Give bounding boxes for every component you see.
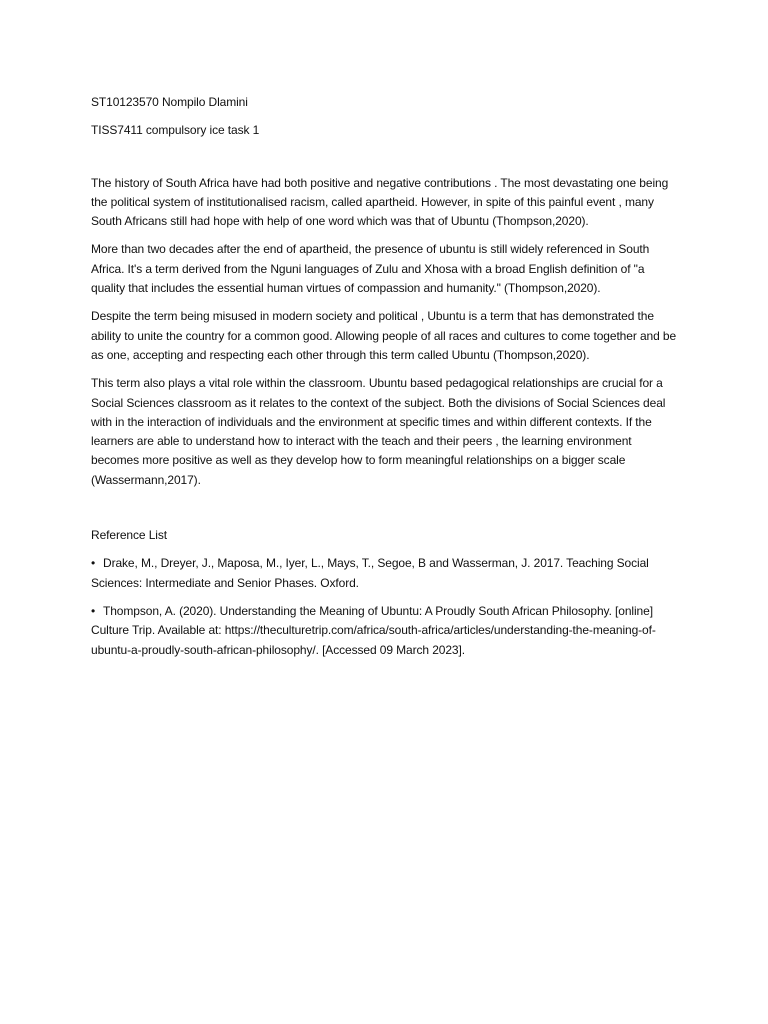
reference-list-heading: Reference List: [91, 528, 167, 543]
body-paragraph-2: More than two decades after the end of apartheid, the presence of ubuntu is still widely referenced in South Africa. It's a term derived from the Nguni languages of Zulu and Xhosa with a broad English definition of "a quality that includes the essential human virtues of compassion and humanity." (Thompson,2020).: [91, 242, 650, 296]
body-paragraph-3: Despite the term being misused in modern society and political , Ubuntu is a term that has demonstrated the ability to unite the country for a common good. Allowing people of all races and cultures to come together and be as one, accepting and respecting each other through this term called Ubuntu (Thompson,2020).: [91, 309, 677, 362]
bullet-icon: •: [91, 603, 96, 618]
reference-item-1: [91, 554, 681, 593]
reference-item-2: [91, 602, 681, 660]
student-name-line: ST10123570 Nompilo Dlamini: [91, 95, 248, 109]
body-paragraph-1: The history of South Africa have had both positive and negative contributions . The most devastating one being the political system of institutionalised racism, called apartheid. However, in spite of this painful event , many South Africans still had hope with help of one word which was that of Ubuntu (Thompson,2020).: [91, 175, 669, 229]
task-title-line: TISS7411 compulsory ice task 1: [91, 123, 260, 138]
reference-text-1: Drake, M., Dreyer, J., Maposa, M., Iyer, L., Mays, T., Segoe, B and Wasserman, J. 2017. Teaching Social Sciences: Intermediate and Senior Phases. Oxford.: [91, 556, 649, 590]
document-content: [91, 93, 681, 669]
body-paragraph-4: This term also plays a vital role within the classroom. Ubuntu based pedagogical relationships are crucial for a Social Sciences classroom as it relates to the context of the subject. Both the divisions of Social Sciences deal with in the interaction of individuals and the environment at specific times and within different contexts. If the learners are able to understand how to interact with the teach and their peers , the learning environment becomes more positive as well as they develop how to form meaningful relationships on a bigger scale (Wassermann,2017).: [91, 376, 666, 487]
reference-text-2: Thompson, A. (2020). Understanding the Meaning of Ubuntu: A Proudly South African Philosophy. [online] Culture Trip. Available at: https://theculturetrip.com/africa/south-africa/articles/understanding-the-meaning-of-ubuntu-a-proudly-south-african-philosophy/. [Accessed 09 March 2023].: [91, 603, 656, 657]
bullet-icon: •: [91, 556, 96, 571]
